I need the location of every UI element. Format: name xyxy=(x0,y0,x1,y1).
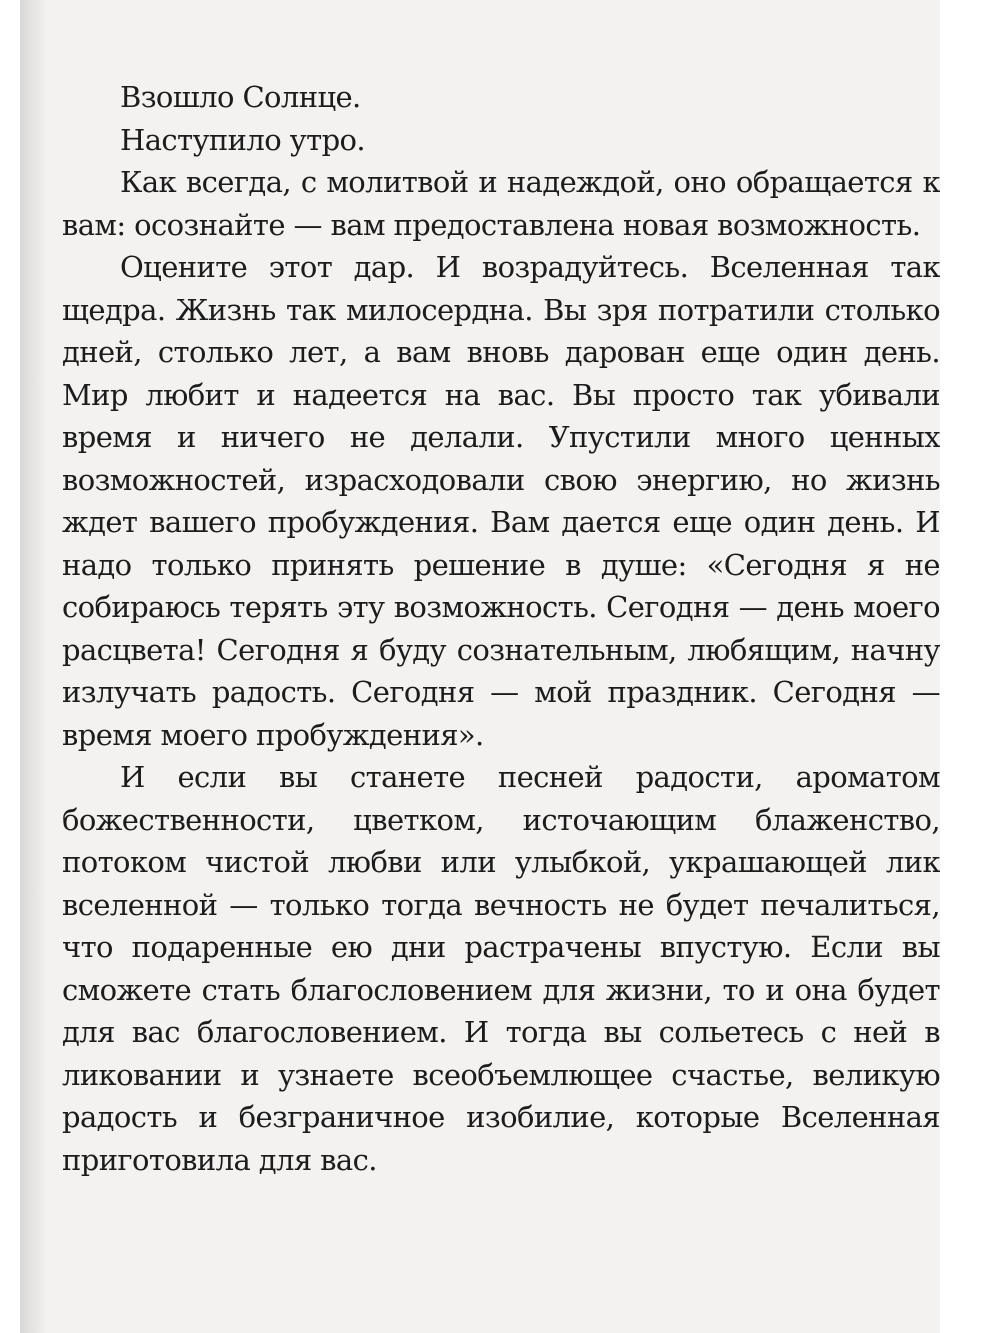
paragraph-5: И если вы станете песней радости, ароматом божественности, цветком, источающим блаженство, потоком чистой любви или улыбкой, украшающей лик вселенной — только тогда вечность не будет печалиться, что подаренные ею дни растрачены впустую. Если вы сможете стать благословением для жизни, то и она будет для вас благословением. И тогда вы сольетесь с ней в ликовании и узнаете всеобъемлющее счастье, великую радость и безграничное изобилие, которые Вселенная приготовила для вас. xyxy=(62,760,940,1177)
paragraph-2: Наступило утро. xyxy=(120,122,366,157)
paragraph-1: Взошло Солнце. xyxy=(120,80,361,114)
page-gutter-shadow xyxy=(20,0,48,1333)
paragraph-4: Оцените этот дар. И возрадуйтесь. Вселенная так щедра. Жизнь так милосердна. Вы зря потратили столько дней, столько лет, а вам вновь дарован еще один день. Мир любит и надеется на вас. Вы просто так убивали время и ничего не делали. Упустили много ценных возможностей, израсходовали свою энергию, но жизнь ждет вашего пробуждения. Вам дается еще один день. И надо только принять решение в душе: «Сегодня я не собираюсь терять эту возможность. Сегодня — день моего расцвета! Сегодня я буду сознательным, любящим, начну излучать радость. Сегодня — мой праздник. Сегодня — время моего пробуждения». xyxy=(62,250,940,752)
paragraph-3: Как всегда, с молитвой и надеждой, оно обращается к вам: осознайте — вам предоставлена новая возможность. xyxy=(62,165,940,242)
page-edge xyxy=(940,0,970,1333)
book-page xyxy=(20,0,970,1333)
body-text xyxy=(62,76,940,1181)
